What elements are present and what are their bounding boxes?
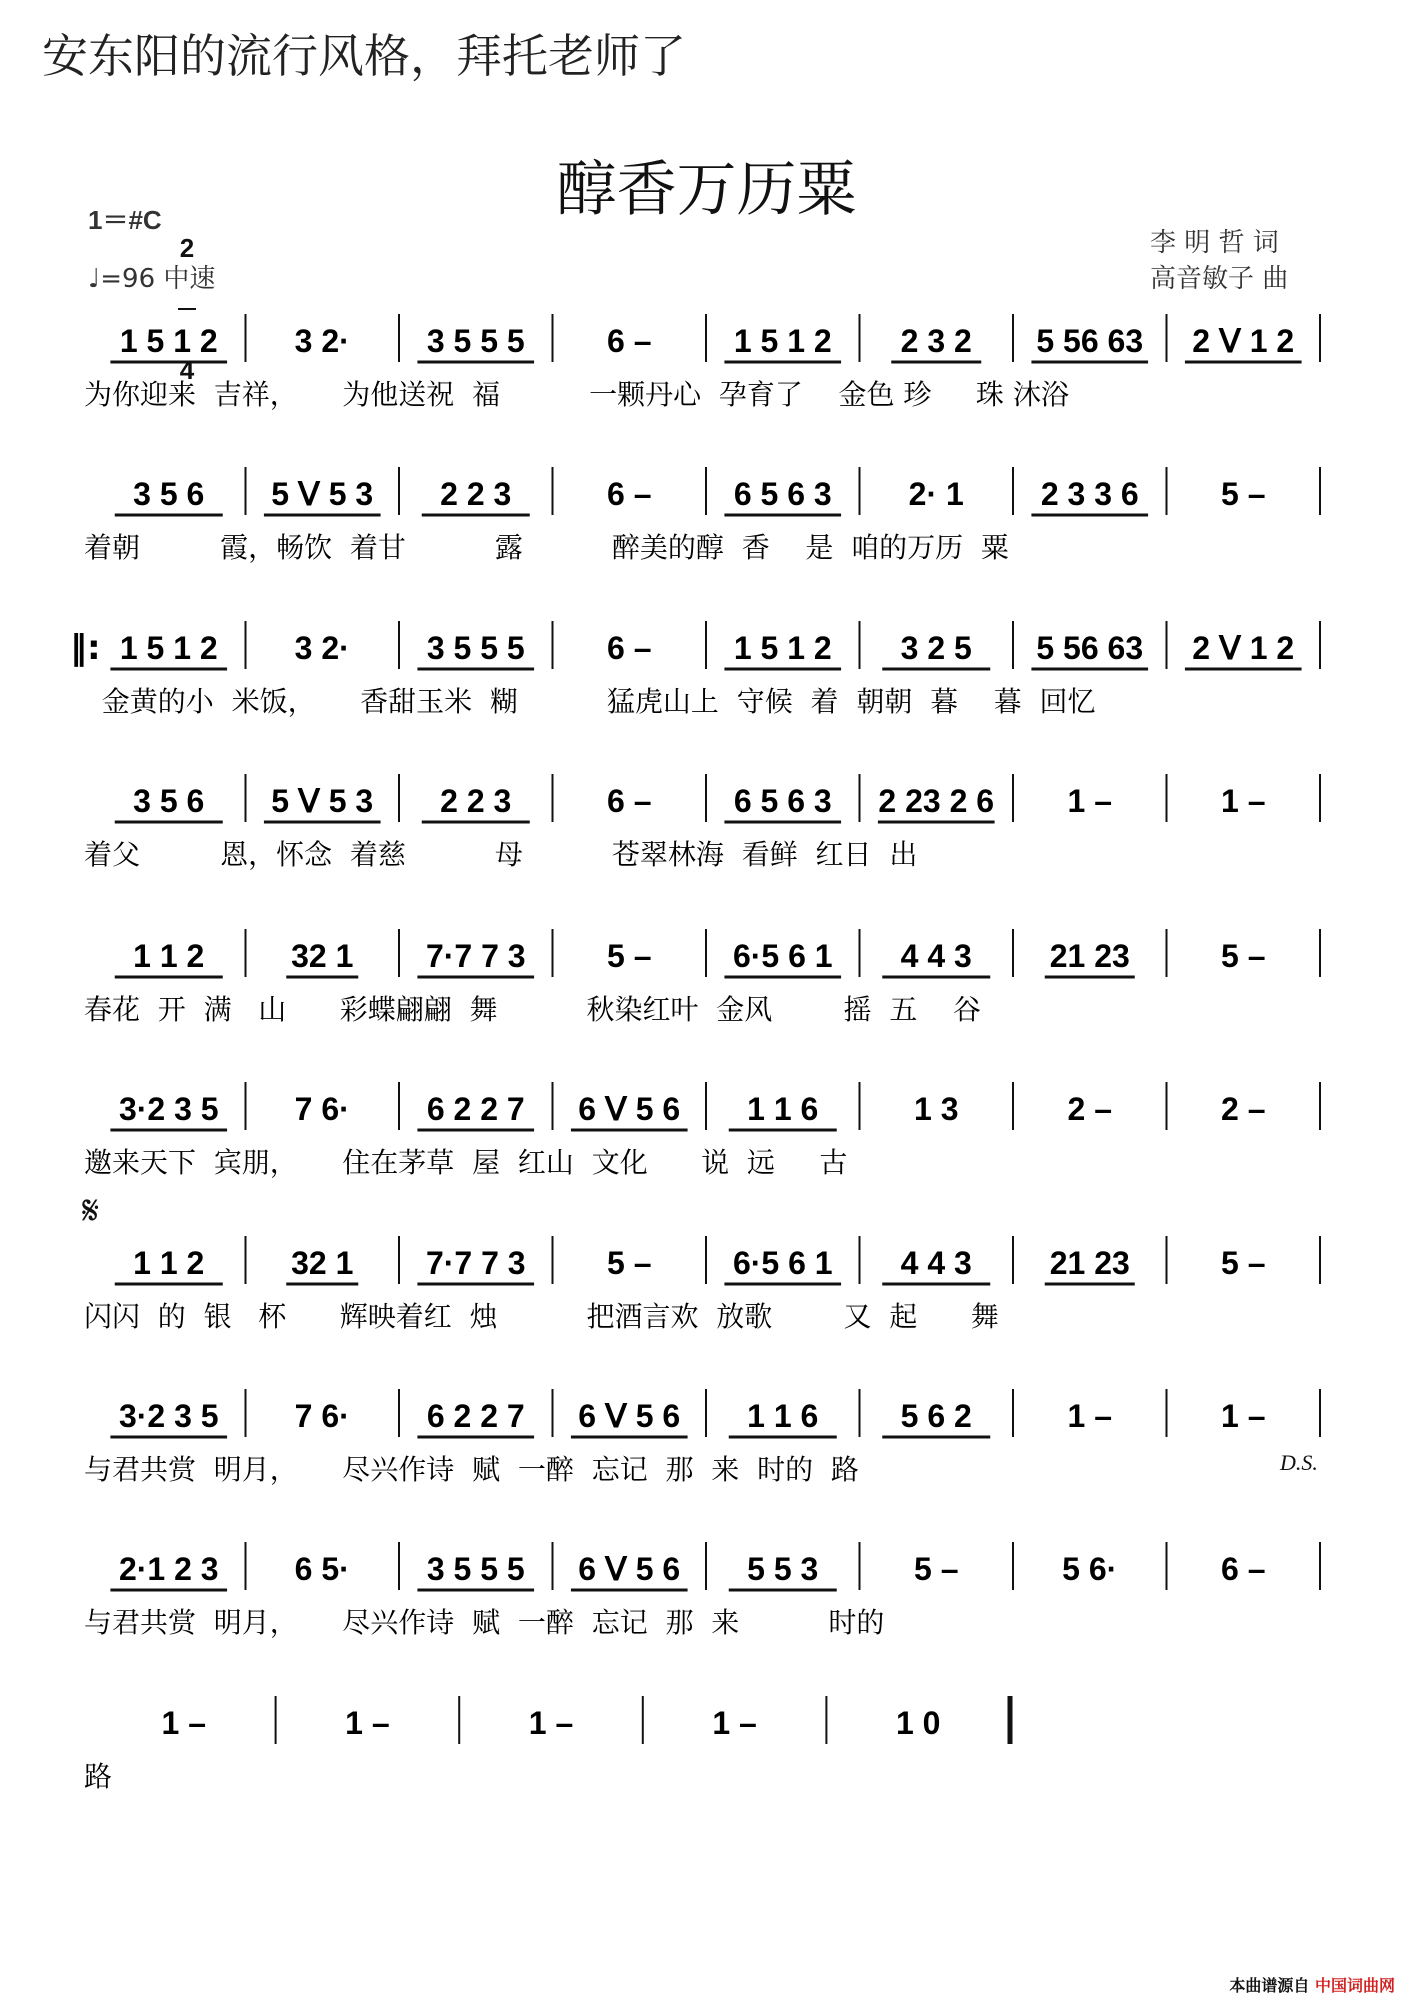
measure-notes: 1 5 1 2 xyxy=(119,630,218,666)
composer-credit: 高音敏子 曲 xyxy=(1150,264,1289,294)
measure-notes: 32 1 xyxy=(291,938,354,974)
measure-notes: 1 3 xyxy=(914,1091,959,1127)
lyricist-credit: 李 明 哲 词 xyxy=(1150,228,1279,258)
lyric-line: 着父 恩，怀念 着慈 母 苍翠林海 看鲜 红日 出 xyxy=(84,838,918,871)
score-system xyxy=(84,774,1320,871)
score-system xyxy=(84,1542,1320,1639)
footer-site: 中国词曲网 xyxy=(1314,1976,1395,1995)
measure-notes: 1 1 6 xyxy=(747,1398,819,1434)
measure-notes: 2 ᐯ 1 2 xyxy=(1192,323,1295,359)
measure-notes: 5 – xyxy=(1221,938,1266,974)
measure-notes: 21 23 xyxy=(1049,938,1130,974)
measure-notes: 2 2 3 xyxy=(440,476,512,512)
measure-notes: 3 2 5 xyxy=(900,630,972,666)
measure-notes: 1 – xyxy=(345,1705,390,1741)
tempo-label: =96 中速 xyxy=(100,264,216,294)
measure-notes: 21 23 xyxy=(1049,1245,1130,1281)
measure-notes: 6 – xyxy=(607,323,652,359)
segno-icon: 𝄋 xyxy=(82,1188,100,1234)
measure-notes: 5 – xyxy=(607,1245,652,1281)
measure-notes: 3·2 3 5 xyxy=(118,1091,219,1127)
measure-notes: 4 4 3 xyxy=(900,938,972,974)
measure-notes: 5 ᐯ 5 3 xyxy=(271,783,374,819)
measure-notes: 6·5 6 1 xyxy=(732,938,833,974)
measure-notes: 1 – xyxy=(1067,783,1112,819)
measure-notes: 1 5 1 2 xyxy=(119,323,218,359)
measure-notes: 2· 1 xyxy=(908,476,964,512)
measure-notes: 7·7 7 3 xyxy=(425,938,526,974)
measure-notes: 4 4 3 xyxy=(900,1245,972,1281)
measure-notes: 1 1 2 xyxy=(133,938,205,974)
measure-notes: 2 2 3 xyxy=(440,783,512,819)
measure-notes: 2 3 3 6 xyxy=(1040,476,1139,512)
key-label: 1＝#C xyxy=(88,205,162,235)
measure-notes: 1 – xyxy=(1221,1398,1266,1434)
quarter-note-icon: ♩ xyxy=(88,264,101,294)
measure-notes: 5 ᐯ 5 3 xyxy=(271,476,374,512)
measure-notes: 32 1 xyxy=(291,1245,354,1281)
score-system xyxy=(84,929,1320,1026)
score-system xyxy=(84,467,1320,564)
measure-notes: 2 – xyxy=(1067,1091,1112,1127)
measure-notes: 3 5 6 xyxy=(133,783,205,819)
measure-notes: 6 – xyxy=(607,476,652,512)
measure-notes: 5 5 3 xyxy=(747,1551,819,1587)
measure-notes: 5 – xyxy=(1221,1245,1266,1281)
measure-notes: 3 2· xyxy=(294,630,350,666)
measure-notes: 6 – xyxy=(1221,1551,1266,1587)
measure-notes: 1 – xyxy=(161,1705,207,1741)
measure-notes: 5 – xyxy=(914,1551,959,1587)
measure-notes: 2 23 2 6 xyxy=(878,783,995,819)
score-system xyxy=(84,1236,1320,1333)
ds-marking: D.S. xyxy=(1280,1450,1318,1475)
lyric-line: 与君共赏 明月， 尽兴作诗 赋 一醉 忘记 那 来 时的 路 xyxy=(84,1453,859,1486)
score-system xyxy=(84,1696,1010,1793)
measure-notes: 7 6· xyxy=(294,1398,350,1434)
measure-notes: 6 ᐯ 5 6 xyxy=(578,1091,681,1127)
measure-notes: 5 – xyxy=(607,938,652,974)
measure-notes: 1 0 xyxy=(895,1705,941,1741)
lyric-line: 邀来天下 宾朋， 住在茅草 屋 红山 文化 说 远 古 xyxy=(84,1146,848,1179)
measure-notes: 3 5 5 5 xyxy=(426,1551,525,1587)
measure-notes: 6·5 6 1 xyxy=(732,1245,833,1281)
measure-notes: 5 6· xyxy=(1062,1551,1118,1587)
measure-notes: 6 ᐯ 5 6 xyxy=(578,1398,681,1434)
measure-notes: 1 1 6 xyxy=(747,1091,819,1127)
measure-notes: 3·2 3 5 xyxy=(118,1398,219,1434)
measure-notes: 3 2· xyxy=(294,323,350,359)
measure-notes: 6 5· xyxy=(294,1551,350,1587)
lyric-line: 与君共赏 明月， 尽兴作诗 赋 一醉 忘记 那 来 时的 xyxy=(84,1606,885,1639)
measure-notes: 5 56 63 xyxy=(1036,323,1144,359)
measure-notes: 6 – xyxy=(607,630,652,666)
measure-notes: 7·7 7 3 xyxy=(425,1245,526,1281)
measure-notes: 1 – xyxy=(1067,1398,1112,1434)
lyric-line: 为你迎来 吉祥， 为他送祝 福 一颗丹心 孕育了 金色 珍 珠 沐浴 xyxy=(84,378,1069,411)
measure-notes: 2 – xyxy=(1221,1091,1266,1127)
measure-notes: 6 2 2 7 xyxy=(426,1398,525,1434)
score-system xyxy=(84,314,1320,411)
time-bottom: 4 xyxy=(179,355,195,385)
score-system xyxy=(70,621,1320,718)
lyric-line: 春花 开 满 山 彩蝶翩翩 舞 秋染红叶 金风 摇 五 谷 xyxy=(84,993,981,1026)
measure-notes: 6 – xyxy=(607,783,652,819)
measure-notes: 1 – xyxy=(1221,783,1266,819)
lyric-line: 闪闪 的 银 杯 辉映着红 烛 把酒言欢 放歌 又 起 舞 xyxy=(84,1300,999,1333)
repeat-start-sign: ‖: xyxy=(70,628,101,668)
measure-notes: 7 6· xyxy=(294,1091,350,1127)
measure-notes: 5 6 2 xyxy=(900,1398,972,1434)
footer-source: 本曲谱源自 xyxy=(1229,1976,1310,1995)
measure-notes: 5 56 63 xyxy=(1036,630,1144,666)
measure-notes: 1 1 2 xyxy=(133,1245,205,1281)
measure-notes: 6 2 2 7 xyxy=(426,1091,525,1127)
measure-notes: 2 3 2 xyxy=(900,323,972,359)
time-top: 2 xyxy=(179,233,195,263)
measure-notes: 6 5 6 3 xyxy=(733,476,832,512)
measure-notes: 1 – xyxy=(712,1705,757,1741)
measure-notes: 3 5 6 xyxy=(133,476,205,512)
lyric-line: 路 xyxy=(84,1760,113,1793)
measure-notes: 3 5 5 5 xyxy=(426,323,525,359)
page-title: 醇香万历粟 xyxy=(556,155,857,225)
source-footer xyxy=(1229,1973,1395,1996)
score-system xyxy=(84,1082,1320,1179)
measure-notes: 1 – xyxy=(528,1705,574,1741)
measure-notes: 5 – xyxy=(1221,476,1266,512)
measure-notes: 3 5 5 5 xyxy=(426,630,525,666)
measure-notes: 1 5 1 2 xyxy=(733,323,832,359)
measure-notes: 6 5 6 3 xyxy=(733,783,832,819)
lyric-line: 金黄的小 米饭， 香甜玉米 糊 猛虎山上 守候 着 朝朝 暮 暮 回忆 xyxy=(84,685,1096,718)
score-system xyxy=(84,1389,1320,1486)
request-text: 安东阳的流行风格，拜托老师了 xyxy=(42,29,686,83)
measure-notes: 6 ᐯ 5 6 xyxy=(578,1551,681,1587)
measure-notes: 2 ᐯ 1 2 xyxy=(1192,630,1295,666)
lyric-line: 着朝 霞，畅饮 着甘 露 醉美的醇 香 是 咱的万历 粟 xyxy=(84,531,1009,564)
measure-notes: 2·1 2 3 xyxy=(118,1551,219,1587)
measure-notes: 1 5 1 2 xyxy=(733,630,832,666)
